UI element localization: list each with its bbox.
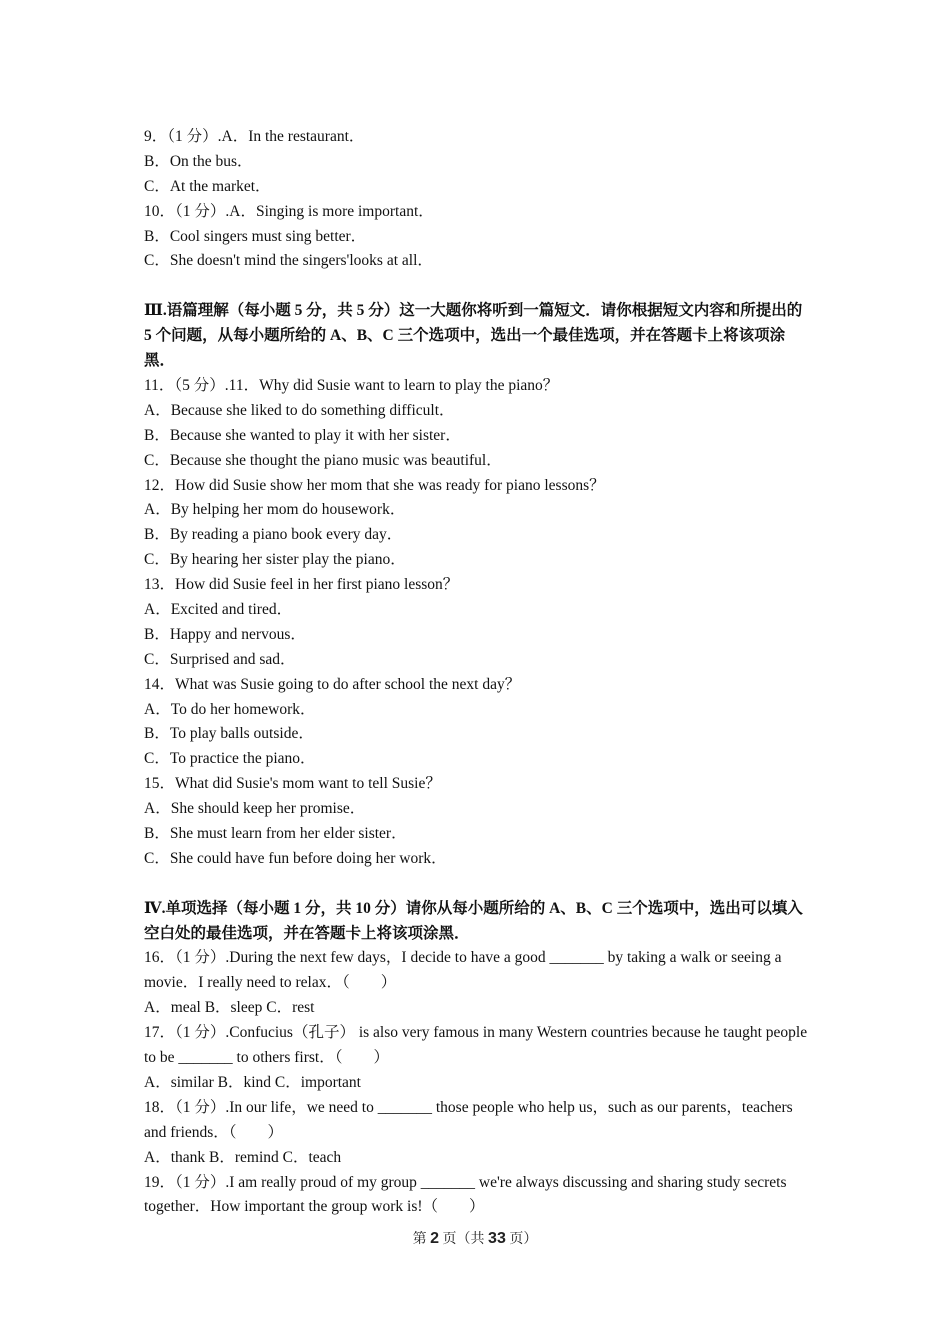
option-line: B．She must learn from her elder sister． — [144, 824, 407, 842]
question-line: 13．How did Susie feel in her first piano lesson？ — [144, 576, 459, 594]
question-19: 19．（1 分）.I am really proud of my group _______ we're always discussing and sharing study secrets together．How important the group work is!（ ） — [144, 1173, 787, 1216]
question-17: 17．（1 分）.Confucius（孔子） is also very famous in many Western countries because he taught people to be _______ to others first．（ ） — [144, 1024, 808, 1067]
option-line: B．To play balls outside． — [144, 725, 314, 743]
option-line: A．She should keep her promise． — [144, 800, 366, 818]
question-line: 11．（5 分）.11．Why did Susie want to learn to play the piano？ — [144, 376, 559, 394]
option-line: A．Because she liked to do something difficult． — [144, 401, 455, 419]
option-line: C．Because she thought the piano music was beautiful． — [144, 451, 502, 469]
option-line: B．Because she wanted to play it with her sister． — [144, 426, 461, 444]
question-18-options: A．thank B．remind C．teach — [144, 1148, 342, 1166]
page-footer — [0, 1228, 950, 1251]
section-3-header: Ⅲ.语篇理解（每小题 5 分，共 5 分）这一大题你将听到一篇短文．请你根据短文内容和所提出的 5 个问题，从每小题所给的 A、B、C 三个选项中，选出一个最佳选项，并在答题卡上将该项涂黑． — [144, 302, 803, 370]
option-line: C．Surprised and sad． — [144, 650, 296, 668]
section-3 — [144, 299, 812, 872]
total-pages: 33 — [488, 1230, 506, 1247]
option-line: A．To do her homework． — [144, 700, 316, 718]
question-17-options: A．similar B．kind C．important — [144, 1073, 361, 1091]
spacer — [144, 274, 812, 299]
page-number: 2 — [430, 1230, 440, 1247]
footer-prefix: 第 — [412, 1232, 431, 1247]
option-line: C．To practice the piano． — [144, 750, 316, 768]
option-line: B．By reading a piano book every day． — [144, 526, 403, 544]
section-4 — [144, 897, 812, 1221]
spacer — [144, 872, 812, 897]
option-line: A．Excited and tired． — [144, 600, 293, 618]
option-line: B．On the bus． — [144, 152, 253, 170]
question-18: 18．（1 分）.In our life，we need to _______ those people who help us，such as our parents，teachers and friends．（ ） — [144, 1098, 793, 1141]
option-line: C．At the market． — [144, 177, 271, 195]
question-line: 10．（1 分）.A．Singing is more important． — [144, 202, 434, 220]
question-16: 16．（1 分）.During the next few days，I decide to have a good _______ by taking a walk or seeing a movie．I really need to relax．（ ） — [144, 949, 782, 992]
option-line: C．She could have fun before doing her work． — [144, 849, 447, 867]
option-line: B．Happy and nervous． — [144, 625, 306, 643]
option-line: A．By helping her mom do housework． — [144, 501, 406, 519]
question-line: 12．How did Susie show her mom that she was ready for piano lessons？ — [144, 476, 605, 494]
footer-middle: 页（共 — [439, 1232, 489, 1247]
listening-tail — [144, 125, 812, 274]
footer-suffix: 页） — [505, 1232, 538, 1247]
option-line: C．By hearing her sister play the piano． — [144, 551, 406, 569]
question-line: 9．（1 分）.A．In the restaurant． — [144, 128, 365, 145]
question-16-options: A．meal B．sleep C．rest — [144, 999, 315, 1017]
question-line: 15．What did Susie's mom want to tell Susie？ — [144, 775, 441, 793]
option-line: C．She doesn't mind the singers'looks at all． — [144, 252, 433, 270]
page-content — [144, 125, 812, 1220]
section-4-header: Ⅳ.单项选择（每小题 1 分，共 10 分）请你从每小题所给的 A、B、C 三个选项中，选出可以填入空白处的最佳选项，并在答题卡上将该项涂黑． — [144, 899, 803, 942]
option-line: B．Cool singers must sing better． — [144, 227, 367, 245]
question-line: 14．What was Susie going to do after school the next day？ — [144, 675, 521, 693]
